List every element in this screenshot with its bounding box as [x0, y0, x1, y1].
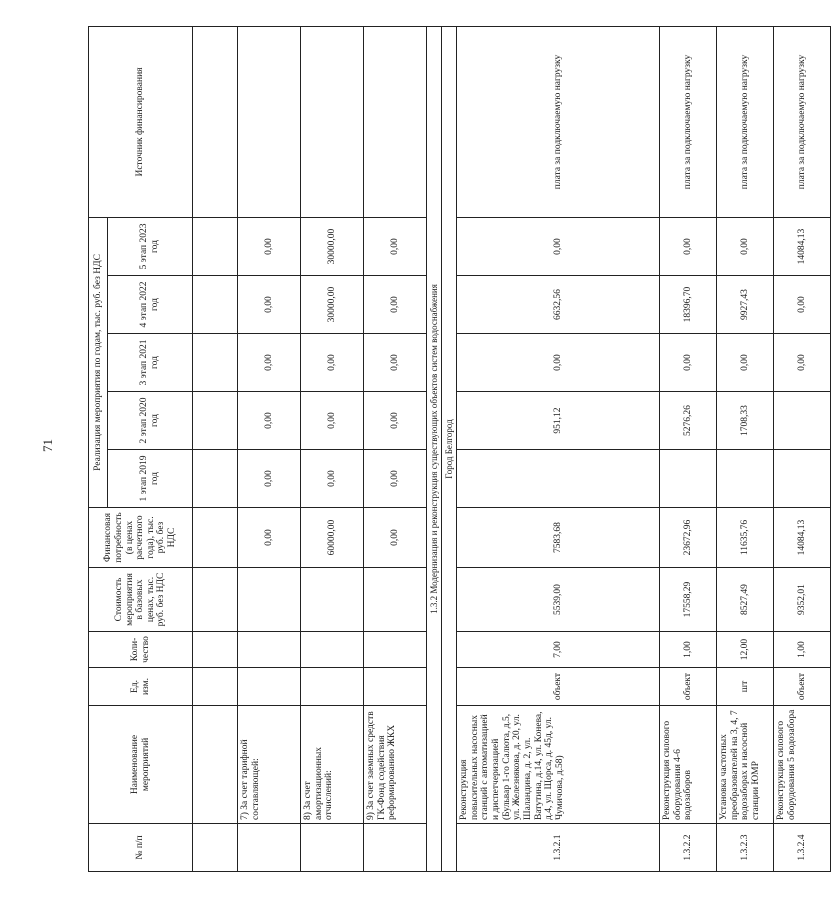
fund-s1: 0,00 — [238, 450, 301, 508]
fund-need: 0,00 — [364, 508, 427, 568]
table-row — [774, 26, 831, 871]
item-name: Реконструкция силового оборудования 4-6 водозаборов — [660, 706, 717, 824]
fund-s2: 0,00 — [301, 392, 364, 450]
item-unit: объект — [660, 668, 717, 706]
item-unit: шт — [717, 668, 774, 706]
header-name: Наименование мероприятий — [89, 706, 193, 824]
item-source: плата за подключаемую нагрузку — [774, 26, 831, 217]
item-source: плата за подключаемую нагрузку — [457, 26, 660, 217]
header-stage5: 5 этап 2023 год — [108, 217, 193, 275]
item-s1 — [717, 450, 774, 508]
item-s4: 6632,56 — [457, 276, 660, 334]
item-num: 1.3.2.3 — [717, 824, 774, 872]
fund-s5: 0,00 — [238, 217, 301, 275]
header-need: Финансовая потребность (в ценах расчетного года), тыс. руб. без НДС — [89, 508, 193, 568]
item-s2: 951,12 — [457, 392, 660, 450]
item-s3: 0,00 — [774, 334, 831, 392]
fund-name: 8) За счет амортизационных отчислений: — [301, 706, 364, 824]
fund-s4: 30000,00 — [301, 276, 364, 334]
table-row — [660, 26, 717, 871]
item-s4: 0,00 — [774, 276, 831, 334]
header-stage4: 4 этап 2022 год — [108, 276, 193, 334]
investment-table — [88, 26, 831, 872]
header-qty: Коли-чество — [89, 632, 193, 668]
fund-s1: 0,00 — [301, 450, 364, 508]
item-s1 — [457, 450, 660, 508]
table-row — [717, 26, 774, 871]
header-stages-group: Реализация мероприятия по годам, тыс. руб. без НДС — [89, 217, 108, 507]
item-s2 — [774, 392, 831, 450]
item-need: 11635,76 — [717, 508, 774, 568]
fund-row — [364, 26, 427, 871]
item-qty: 1,00 — [660, 632, 717, 668]
fund-s3: 0,00 — [364, 334, 427, 392]
section-row — [427, 26, 442, 871]
item-cost: 8527,49 — [717, 568, 774, 632]
item-name: Реконструкция силового оборудования 5 водозабора — [774, 706, 831, 824]
table-row — [457, 26, 660, 871]
item-s3: 0,00 — [660, 334, 717, 392]
item-s5: 0,00 — [717, 217, 774, 275]
item-cost: 9352,01 — [774, 568, 831, 632]
item-s5: 14084,13 — [774, 217, 831, 275]
fund-need: 0,00 — [238, 508, 301, 568]
item-s5: 0,00 — [660, 217, 717, 275]
item-source: плата за подключаемую нагрузку — [660, 26, 717, 217]
item-s5: 0,00 — [457, 217, 660, 275]
item-s1 — [774, 450, 831, 508]
fund-s2: 0,00 — [364, 392, 427, 450]
city-title: Город Белгород — [442, 26, 457, 871]
item-qty: 7,00 — [457, 632, 660, 668]
header-stage1: 1 этап 2019 год — [108, 450, 193, 508]
item-name: Установка частотных преобразователей на 3, 4, 7 водозаборах и насосной станции ЮМР — [717, 706, 774, 824]
fund-row — [238, 26, 301, 871]
item-num: 1.3.2.2 — [660, 824, 717, 872]
header-unit: Ед. изм. — [89, 668, 193, 706]
item-unit: объект — [457, 668, 660, 706]
item-s2: 1708,33 — [717, 392, 774, 450]
fund-name: 7) За счет тарифной составляющей: — [238, 706, 301, 824]
item-num: 1.3.2.4 — [774, 824, 831, 872]
fund-name: 9) За счет заемных средств ГК-Фонд содействия реформированию ЖКХ — [364, 706, 427, 824]
section-title: 1.3.2 Модернизация и реконструкция существующих объектов систем водоснабжения — [427, 26, 442, 871]
item-unit: объект — [774, 668, 831, 706]
item-s4: 18396,70 — [660, 276, 717, 334]
item-cost: 5539,00 — [457, 568, 660, 632]
page-number: 71 — [40, 439, 55, 452]
city-row — [442, 26, 457, 871]
fund-s5: 30000,00 — [301, 217, 364, 275]
item-s4: 9927,43 — [717, 276, 774, 334]
item-s2: 5276,26 — [660, 392, 717, 450]
fund-s3: 0,00 — [238, 334, 301, 392]
item-source: плата за подключаемую нагрузку — [717, 26, 774, 217]
item-s3: 0,00 — [717, 334, 774, 392]
item-qty: 1,00 — [774, 632, 831, 668]
item-need: 23672,96 — [660, 508, 717, 568]
fund-row — [301, 26, 364, 871]
fund-s3: 0,00 — [301, 334, 364, 392]
item-qty: 12,00 — [717, 632, 774, 668]
fund-need: 60000,00 — [301, 508, 364, 568]
header-stage2: 2 этап 2020 год — [108, 392, 193, 450]
header-row-1 — [89, 26, 108, 871]
item-num: 1.3.2.1 — [457, 824, 660, 872]
header-source: Источник финансирования — [89, 26, 193, 217]
fund-s4: 0,00 — [238, 276, 301, 334]
rotated-table-container — [88, 27, 807, 872]
fund-s2: 0,00 — [238, 392, 301, 450]
header-num: № п/п — [89, 824, 193, 872]
fund-s1: 0,00 — [364, 450, 427, 508]
item-need: 14084,13 — [774, 508, 831, 568]
item-need: 7583,68 — [457, 508, 660, 568]
empty-row — [193, 26, 238, 871]
item-s3: 0,00 — [457, 334, 660, 392]
item-cost: 17558,29 — [660, 568, 717, 632]
header-cost: Стоимость мероприятия в базовых ценах, тыс. руб. без НДС — [89, 568, 193, 632]
header-stage3: 3 этап 2021 год — [108, 334, 193, 392]
fund-s4: 0,00 — [364, 276, 427, 334]
item-name: Реконструкция повысительных насосных станций с автоматизацией и диспетчеризацией (Бульвар 1-го Салюта, д.5, ул. Железнякова, д. 20, ул. Шаландина, д. 2, ул. Ватутина, д.14, ул. Конева, д.4, ул. Щорса, д. 45д, ул. Чумичова, д.58) — [457, 706, 660, 824]
fund-s5: 0,00 — [364, 217, 427, 275]
item-s1 — [660, 450, 717, 508]
